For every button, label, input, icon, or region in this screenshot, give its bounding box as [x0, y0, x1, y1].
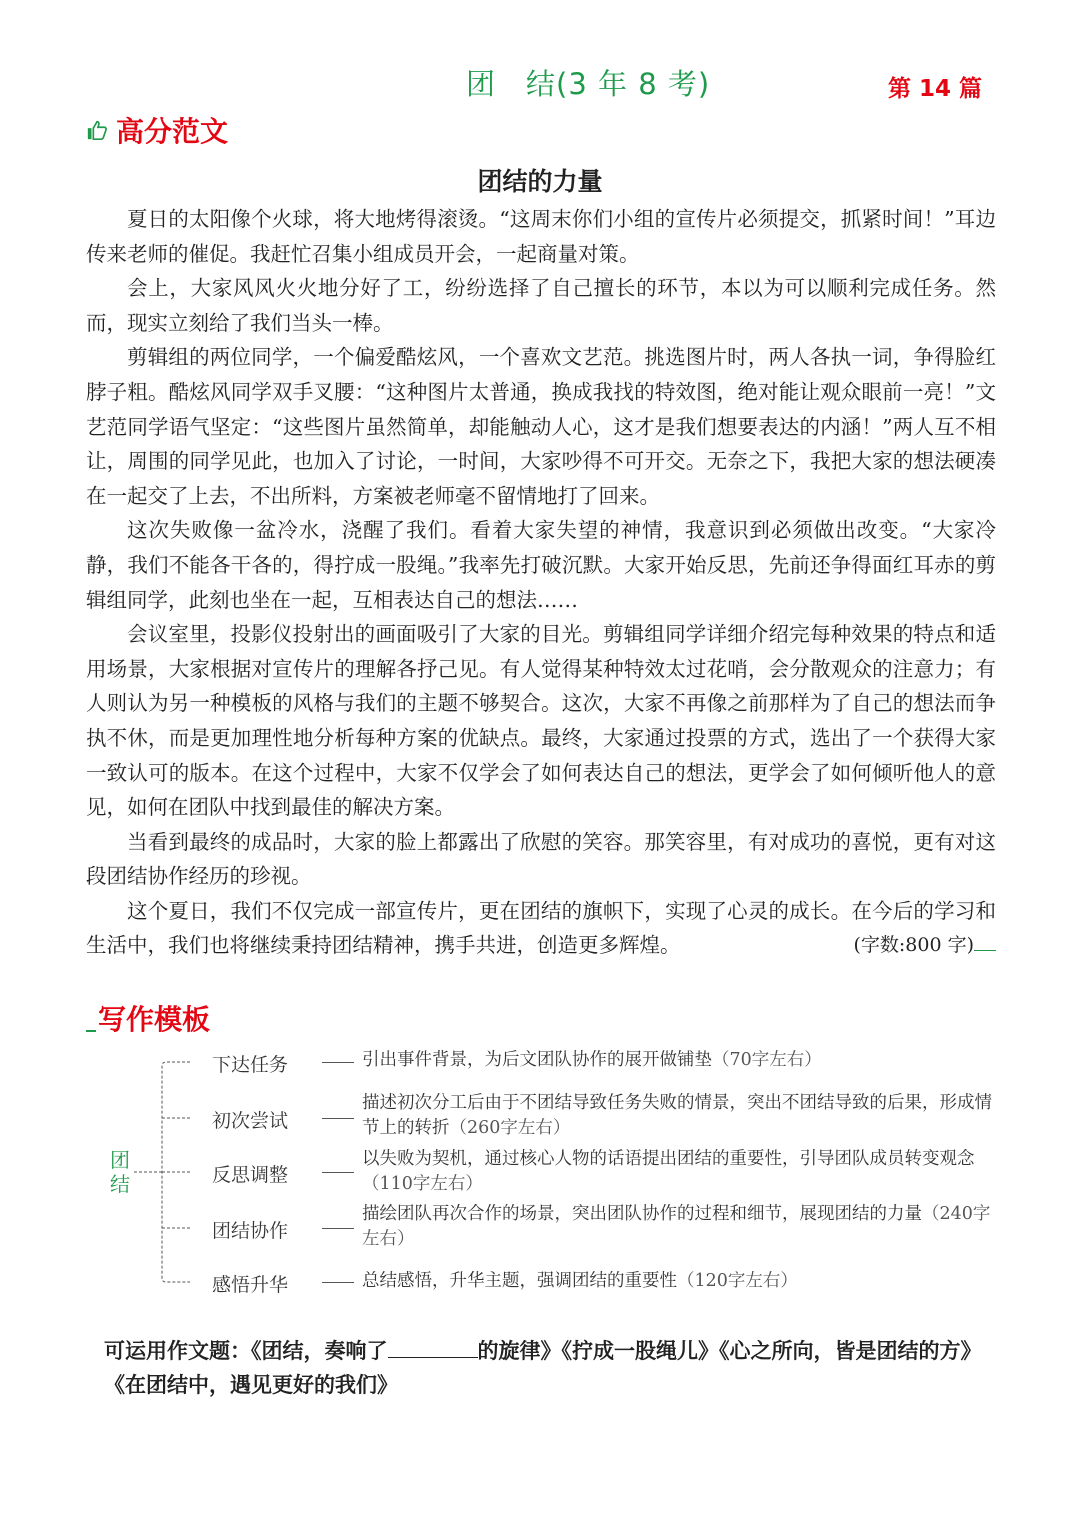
- node-dash: [322, 1228, 354, 1229]
- desc-text: 引出事件背景，为后文团队协作的展开做铺垫: [362, 1050, 712, 1070]
- essay-paragraph: 这次失败像一盆冷水，浇醒了我们。看着大家失望的神情，我意识到必须做出改变。“大家冷静，我们不能各干各的，得拧成一股绳。”我率先打破沉默。大家开始反思，先前还争得面红耳赤的剪辑组同学，此刻也坐在一起，互相表达自己的想法……: [86, 518, 996, 612]
- writing-template-heading: [86, 998, 210, 1038]
- desc-count: （110字左右）: [362, 1174, 483, 1194]
- template-desc: [362, 1147, 992, 1197]
- node-dash: [322, 1172, 354, 1173]
- template-desc: [362, 1202, 992, 1252]
- template-node: 团结协作: [212, 1220, 289, 1242]
- essay-paragraph: 当看到最终的成品时，大家的脸上都露出了欣慰的笑容。那笑容里，有对成功的喜悦，更有对这段团结协作经历的珍视。: [86, 829, 996, 889]
- topics-lead: 可运用作文题：《团结，奏响了: [104, 1338, 388, 1363]
- word-count-text: (字数:800 字): [853, 934, 974, 957]
- desc-count: （240字左右）: [362, 1204, 991, 1249]
- template-node: 下达任务: [212, 1054, 289, 1076]
- writing-template-label: 写作模板: [98, 1003, 211, 1036]
- essay-body: [86, 202, 996, 963]
- desc-count: （120字左右）: [677, 1271, 798, 1291]
- desc-text: 描绘团队再次合作的场景，突出团队协作的过程和细节，展现团结的力量: [362, 1204, 922, 1224]
- essay-paragraph: 剪辑组的两位同学，一个偏爱酷炫风，一个喜欢文艺范。挑选图片时，两人各执一词，争得脸红脖子粗。酷炫风同学双手叉腰：“这种图片太普通，换成我找的特效图，绝对能让观众眼前一亮！”文艺范同学语气坚定：“这些图片虽然简单，却能触动人心，这才是我们想要表达的内涵！”两人互不相让，周围的同学见此，也加入了讨论，一时间，大家吵得不可开交。无奈之下，我把大家的想法硬凑在一起交了上去，不出所料，方案被老师毫不留情地打了回来。: [86, 345, 996, 508]
- issue-number: 第 14 篇: [888, 76, 983, 102]
- essay-last-text: 这个夏日，我们不仅完成一部宣传片，更在团结的旗帜下，实现了心灵的成长。在今后的学习和生活中，我们也将继续秉持团结精神，携手共进，创造更多辉煌。: [86, 898, 996, 958]
- title-char: 团: [466, 67, 497, 101]
- topics-rest: 的旋律》《拧成一股绳儿》《心之所向，皆是团结的方》《在团结中，遇见更好的我们》: [104, 1338, 982, 1397]
- template-node: 感悟升华: [212, 1274, 289, 1296]
- template-node: 初次尝试: [212, 1110, 289, 1132]
- essay-title: 团结的力量: [477, 167, 603, 196]
- template-diagram: [86, 1040, 996, 1300]
- desc-text: 以失败为契机，通过核心人物的话语提出团结的重要性，引导团队成员转变观念: [362, 1149, 975, 1169]
- thumbs-up-icon: [86, 119, 108, 141]
- fill-blank: [388, 1337, 478, 1358]
- word-count-rule: [974, 932, 996, 951]
- template-root: 团结: [110, 1148, 130, 1196]
- sample-essay-heading: [86, 110, 228, 150]
- sample-essay-label: 高分范文: [116, 115, 229, 148]
- heading-rule: [86, 1004, 96, 1032]
- desc-count: （70字左右）: [712, 1050, 822, 1070]
- template-desc: [362, 1269, 992, 1294]
- title-rest: 结(3 年 8 考): [526, 67, 711, 101]
- template-desc: [362, 1091, 992, 1141]
- node-dash: [322, 1118, 354, 1119]
- essay-paragraph: 会议室里，投影仪投射出的画面吸引了大家的目光。剪辑组同学详细介绍完每种效果的特点和适用场景，大家根据对宣传片的理解各抒己见。有人觉得某种特效太过花哨，会分散观众的注意力；有人则认为另一种模板的风格与我们的主题不够契合。这次，大家不再像之前那样为了自己的想法而争执不休，而是更加理性地分析每种方案的优缺点。最终，大家通过投票的方式，选出了一个获得大家一致认可的版本。在这个过程中，大家不仅学会了如何表达自己的想法，更学会了如何倾听他人的意见，如何在团队中找到最佳的解决方案。: [86, 622, 996, 820]
- article-title: [466, 62, 710, 103]
- essay-paragraph: [86, 894, 996, 963]
- word-count: [812, 928, 996, 963]
- node-dash: [322, 1282, 354, 1283]
- desc-text: 总结感悟，升华主题，强调团结的重要性: [362, 1271, 677, 1291]
- template-node: 反思调整: [212, 1164, 289, 1186]
- tree-connectors: [86, 1040, 216, 1300]
- template-desc: [362, 1048, 992, 1073]
- node-dash: [322, 1062, 354, 1063]
- essay-paragraph: 会上，大家风风火火地分好了工，纷纷选择了自己擅长的环节，本以为可以顺利完成任务。然而，现实立刻给了我们当头一棒。: [86, 276, 996, 335]
- applicable-topics: [104, 1334, 984, 1402]
- essay-paragraph: 夏日的太阳像个火球，将大地烤得滚烫。“这周末你们小组的宣传片必须提交，抓紧时间！”耳边传来老师的催促。我赶忙召集小组成员开会，一起商量对策。: [86, 207, 996, 266]
- desc-count: （260字左右）: [449, 1118, 571, 1138]
- desc-text: 描述初次分工后由于不团结导致任务失败的情景，突出不团结导致的后果，形成情节上的转折: [362, 1093, 992, 1138]
